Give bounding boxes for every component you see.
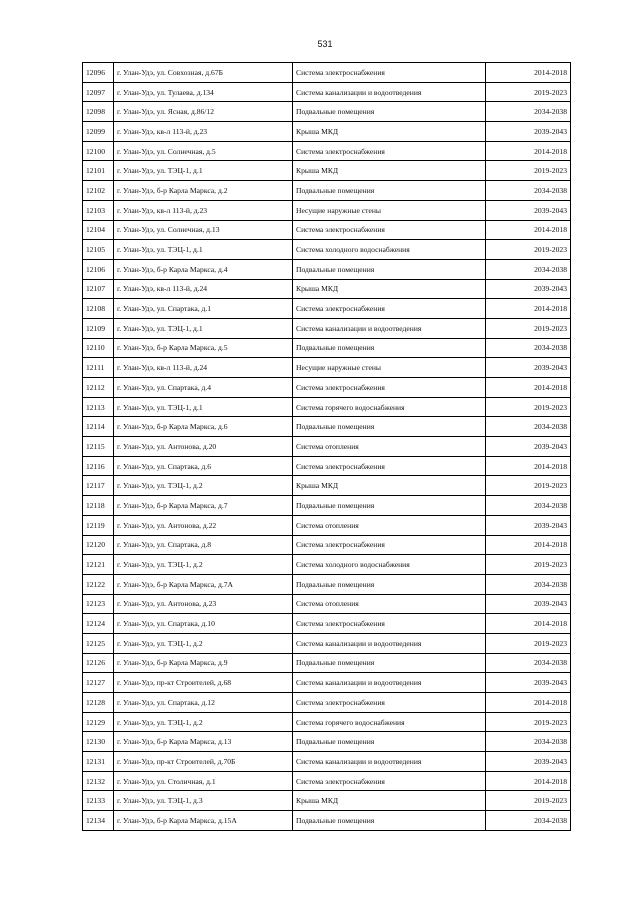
- repair-period-cell: 2014-2018: [486, 220, 571, 240]
- address-cell: г. Улан-Удэ, кв-л 113-й, д.24: [114, 279, 293, 299]
- row-number-cell: 12123: [83, 594, 114, 614]
- address-cell: г. Улан-Удэ, ул. ТЭЦ-1, д.2: [114, 555, 293, 575]
- table-row: [83, 378, 571, 398]
- table-row: [83, 82, 571, 102]
- repair-period-cell: 2034-2038: [486, 417, 571, 437]
- address-cell: г. Улан-Удэ, б-р Карла Маркса, д.6: [114, 417, 293, 437]
- table-row: [83, 417, 571, 437]
- repair-period-cell: 2034-2038: [486, 181, 571, 201]
- address-cell: г. Улан-Удэ, б-р Карла Маркса, д.4: [114, 259, 293, 279]
- address-cell: г. Улан-Удэ, ул. Спартака, д.10: [114, 614, 293, 634]
- building-element-cell: Подвальные помещения: [293, 102, 486, 122]
- repair-period-cell: 2019-2023: [486, 161, 571, 181]
- address-cell: г. Улан-Удэ, ул. Совхозная, д.67Б: [114, 63, 293, 83]
- repair-period-cell: 2019-2023: [486, 791, 571, 811]
- table-row: [83, 535, 571, 555]
- address-cell: г. Улан-Удэ, б-р Карла Маркса, д.2: [114, 181, 293, 201]
- row-number-cell: 12109: [83, 318, 114, 338]
- address-cell: г. Улан-Удэ, ул. ТЭЦ-1, д.2: [114, 476, 293, 496]
- table-row: [83, 299, 571, 319]
- repair-period-cell: 2039-2043: [486, 200, 571, 220]
- repair-period-cell: 2014-2018: [486, 693, 571, 713]
- row-number-cell: 12103: [83, 200, 114, 220]
- table-row: [83, 63, 571, 83]
- row-number-cell: 12114: [83, 417, 114, 437]
- row-number-cell: 12100: [83, 141, 114, 161]
- table-row: [83, 791, 571, 811]
- building-element-cell: Система горячего водоснабжения: [293, 712, 486, 732]
- address-cell: г. Улан-Удэ, ул. Столичная, д.1: [114, 771, 293, 791]
- building-element-cell: Подвальные помещения: [293, 181, 486, 201]
- address-cell: г. Улан-Удэ, ул. Антонова, д.22: [114, 515, 293, 535]
- table-row: [83, 811, 571, 831]
- address-cell: г. Улан-Удэ, кв-л 113-й, д.23: [114, 122, 293, 142]
- address-cell: г. Улан-Удэ, ул. Спартака, д.6: [114, 456, 293, 476]
- row-number-cell: 12113: [83, 397, 114, 417]
- row-number-cell: 12118: [83, 496, 114, 516]
- address-cell: г. Улан-Удэ, пр-кт Строителей, д.70Б: [114, 752, 293, 772]
- row-number-cell: 12102: [83, 181, 114, 201]
- repair-period-cell: 2034-2038: [486, 102, 571, 122]
- repair-period-cell: 2034-2038: [486, 811, 571, 831]
- building-element-cell: Подвальные помещения: [293, 259, 486, 279]
- row-number-cell: 12098: [83, 102, 114, 122]
- address-cell: г. Улан-Удэ, ул. Антонова, д.23: [114, 594, 293, 614]
- row-number-cell: 12108: [83, 299, 114, 319]
- row-number-cell: 12104: [83, 220, 114, 240]
- address-cell: г. Улан-Удэ, пр-кт Строителей, д.68: [114, 673, 293, 693]
- row-number-cell: 12111: [83, 358, 114, 378]
- table-row: [83, 181, 571, 201]
- repair-period-cell: 2019-2023: [486, 397, 571, 417]
- address-cell: г. Улан-Удэ, ул. Антонова, д.20: [114, 437, 293, 457]
- row-number-cell: 12130: [83, 732, 114, 752]
- table-row: [83, 456, 571, 476]
- table-row: [83, 141, 571, 161]
- repair-period-cell: 2034-2038: [486, 496, 571, 516]
- building-element-cell: Система отопления: [293, 437, 486, 457]
- building-element-cell: Крыша МКД: [293, 279, 486, 299]
- building-element-cell: Система канализации и водоотведения: [293, 673, 486, 693]
- building-element-cell: Система холодного водоснабжения: [293, 555, 486, 575]
- repair-period-cell: 2034-2038: [486, 338, 571, 358]
- table-row: [83, 397, 571, 417]
- address-cell: г. Улан-Удэ, ул. ТЭЦ-1, д.1: [114, 397, 293, 417]
- row-number-cell: 12126: [83, 653, 114, 673]
- address-cell: г. Улан-Удэ, ул. Ясная, д.86/12: [114, 102, 293, 122]
- repair-period-cell: 2039-2043: [486, 673, 571, 693]
- building-element-cell: Система электроснабжения: [293, 693, 486, 713]
- building-element-cell: Система электроснабжения: [293, 220, 486, 240]
- building-element-cell: Несущие наружные стены: [293, 200, 486, 220]
- row-number-cell: 12096: [83, 63, 114, 83]
- row-number-cell: 12119: [83, 515, 114, 535]
- repair-period-cell: 2014-2018: [486, 299, 571, 319]
- table-row: [83, 693, 571, 713]
- repair-period-cell: 2019-2023: [486, 240, 571, 260]
- table-row: [83, 653, 571, 673]
- table-row: [83, 555, 571, 575]
- repair-period-cell: 2039-2043: [486, 515, 571, 535]
- table-row: [83, 614, 571, 634]
- address-cell: г. Улан-Удэ, ул. ТЭЦ-1, д.2: [114, 633, 293, 653]
- table-row: [83, 594, 571, 614]
- repair-period-cell: 2034-2038: [486, 732, 571, 752]
- table-row: [83, 673, 571, 693]
- table-row: [83, 574, 571, 594]
- row-number-cell: 12107: [83, 279, 114, 299]
- building-element-cell: Подвальные помещения: [293, 574, 486, 594]
- repair-period-cell: 2019-2023: [486, 633, 571, 653]
- repair-period-cell: 2039-2043: [486, 122, 571, 142]
- table-body: [83, 63, 571, 831]
- address-cell: г. Улан-Удэ, б-р Карла Маркса, д.15А: [114, 811, 293, 831]
- repair-period-cell: 2039-2043: [486, 279, 571, 299]
- building-element-cell: Система канализации и водоотведения: [293, 82, 486, 102]
- repair-period-cell: 2014-2018: [486, 456, 571, 476]
- repair-period-cell: 2039-2043: [486, 752, 571, 772]
- row-number-cell: 12132: [83, 771, 114, 791]
- repair-period-cell: 2019-2023: [486, 82, 571, 102]
- building-element-cell: Подвальные помещения: [293, 496, 486, 516]
- repair-period-cell: 2039-2043: [486, 437, 571, 457]
- row-number-cell: 12134: [83, 811, 114, 831]
- building-element-cell: Система отопления: [293, 594, 486, 614]
- row-number-cell: 12121: [83, 555, 114, 575]
- row-number-cell: 12117: [83, 476, 114, 496]
- repair-period-cell: 2014-2018: [486, 771, 571, 791]
- address-cell: г. Улан-Удэ, ул. Спартака, д.8: [114, 535, 293, 555]
- repair-period-cell: 2034-2038: [486, 259, 571, 279]
- row-number-cell: 12131: [83, 752, 114, 772]
- address-cell: г. Улан-Удэ, б-р Карла Маркса, д.9: [114, 653, 293, 673]
- address-cell: г. Улан-Удэ, ул. Спартака, д.12: [114, 693, 293, 713]
- repair-period-cell: 2014-2018: [486, 614, 571, 634]
- row-number-cell: 12105: [83, 240, 114, 260]
- building-element-cell: Крыша МКД: [293, 476, 486, 496]
- table-row: [83, 259, 571, 279]
- building-element-cell: Подвальные помещения: [293, 417, 486, 437]
- row-number-cell: 12124: [83, 614, 114, 634]
- building-element-cell: Крыша МКД: [293, 122, 486, 142]
- address-cell: г. Улан-Удэ, ул. ТЭЦ-1, д.1: [114, 318, 293, 338]
- address-cell: г. Улан-Удэ, ул. ТЭЦ-1, д.1: [114, 161, 293, 181]
- row-number-cell: 12112: [83, 378, 114, 398]
- address-cell: г. Улан-Удэ, кв-л 113-й, д.23: [114, 200, 293, 220]
- building-element-cell: Система электроснабжения: [293, 141, 486, 161]
- building-element-cell: Система электроснабжения: [293, 378, 486, 398]
- repair-period-cell: 2014-2018: [486, 141, 571, 161]
- building-element-cell: Подвальные помещения: [293, 338, 486, 358]
- repair-period-cell: 2014-2018: [486, 63, 571, 83]
- row-number-cell: 12099: [83, 122, 114, 142]
- row-number-cell: 12097: [83, 82, 114, 102]
- repair-period-cell: 2019-2023: [486, 476, 571, 496]
- building-element-cell: Подвальные помещения: [293, 732, 486, 752]
- address-cell: г. Улан-Удэ, ул. Спартака, д.1: [114, 299, 293, 319]
- repair-period-cell: 2019-2023: [486, 712, 571, 732]
- table-row: [83, 279, 571, 299]
- address-cell: г. Улан-Удэ, ул. Солнечная, д.13: [114, 220, 293, 240]
- repair-schedule-table: [82, 62, 571, 831]
- building-element-cell: Несущие наружные стены: [293, 358, 486, 378]
- table-row: [83, 358, 571, 378]
- table-row: [83, 122, 571, 142]
- table-row: [83, 633, 571, 653]
- table-row: [83, 102, 571, 122]
- building-element-cell: Система канализации и водоотведения: [293, 318, 486, 338]
- repair-period-cell: 2034-2038: [486, 653, 571, 673]
- building-element-cell: Подвальные помещения: [293, 811, 486, 831]
- building-element-cell: Система отопления: [293, 515, 486, 535]
- table-row: [83, 771, 571, 791]
- table-row: [83, 161, 571, 181]
- repair-period-cell: 2014-2018: [486, 535, 571, 555]
- row-number-cell: 12128: [83, 693, 114, 713]
- row-number-cell: 12125: [83, 633, 114, 653]
- address-cell: г. Улан-Удэ, ул. Солнечная, д.5: [114, 141, 293, 161]
- table-row: [83, 712, 571, 732]
- table-row: [83, 338, 571, 358]
- address-cell: г. Улан-Удэ, кв-л 113-й, д.24: [114, 358, 293, 378]
- row-number-cell: 12122: [83, 574, 114, 594]
- table-row: [83, 200, 571, 220]
- building-element-cell: Система канализации и водоотведения: [293, 752, 486, 772]
- row-number-cell: 12127: [83, 673, 114, 693]
- table-row: [83, 476, 571, 496]
- building-element-cell: Система канализации и водоотведения: [293, 633, 486, 653]
- table-row: [83, 318, 571, 338]
- repair-period-cell: 2034-2038: [486, 574, 571, 594]
- address-cell: г. Улан-Удэ, б-р Карла Маркса, д.7А: [114, 574, 293, 594]
- building-element-cell: Система горячего водоснабжения: [293, 397, 486, 417]
- table-row: [83, 515, 571, 535]
- repair-period-cell: 2019-2023: [486, 555, 571, 575]
- repair-period-cell: 2039-2043: [486, 594, 571, 614]
- address-cell: г. Улан-Удэ, ул. ТЭЦ-1, д.2: [114, 712, 293, 732]
- building-element-cell: Система электроснабжения: [293, 299, 486, 319]
- address-cell: г. Улан-Удэ, ул. ТЭЦ-1, д.3: [114, 791, 293, 811]
- repair-period-cell: 2019-2023: [486, 318, 571, 338]
- address-cell: г. Улан-Удэ, ул. ТЭЦ-1, д.1: [114, 240, 293, 260]
- repair-period-cell: 2014-2018: [486, 378, 571, 398]
- building-element-cell: Крыша МКД: [293, 161, 486, 181]
- building-element-cell: Крыша МКД: [293, 791, 486, 811]
- building-element-cell: Система электроснабжения: [293, 63, 486, 83]
- building-element-cell: Подвальные помещения: [293, 653, 486, 673]
- address-cell: г. Улан-Удэ, б-р Карла Маркса, д.7: [114, 496, 293, 516]
- row-number-cell: 12101: [83, 161, 114, 181]
- table-row: [83, 220, 571, 240]
- row-number-cell: 12115: [83, 437, 114, 457]
- row-number-cell: 12120: [83, 535, 114, 555]
- table-row: [83, 496, 571, 516]
- building-element-cell: Система электроснабжения: [293, 771, 486, 791]
- row-number-cell: 12116: [83, 456, 114, 476]
- row-number-cell: 12129: [83, 712, 114, 732]
- table-row: [83, 437, 571, 457]
- building-element-cell: Система электроснабжения: [293, 456, 486, 476]
- address-cell: г. Улан-Удэ, б-р Карла Маркса, д.13: [114, 732, 293, 752]
- repair-period-cell: 2039-2043: [486, 358, 571, 378]
- address-cell: г. Улан-Удэ, ул. Тулаева, д.134: [114, 82, 293, 102]
- table-row: [83, 752, 571, 772]
- address-cell: г. Улан-Удэ, ул. Спартака, д.4: [114, 378, 293, 398]
- building-element-cell: Система холодного водоснабжения: [293, 240, 486, 260]
- building-element-cell: Система электроснабжения: [293, 614, 486, 634]
- table-row: [83, 240, 571, 260]
- page-number: 531: [317, 39, 333, 49]
- address-cell: г. Улан-Удэ, б-р Карла Маркса, д.5: [114, 338, 293, 358]
- row-number-cell: 12133: [83, 791, 114, 811]
- row-number-cell: 12106: [83, 259, 114, 279]
- building-element-cell: Система электроснабжения: [293, 535, 486, 555]
- table-row: [83, 732, 571, 752]
- row-number-cell: 12110: [83, 338, 114, 358]
